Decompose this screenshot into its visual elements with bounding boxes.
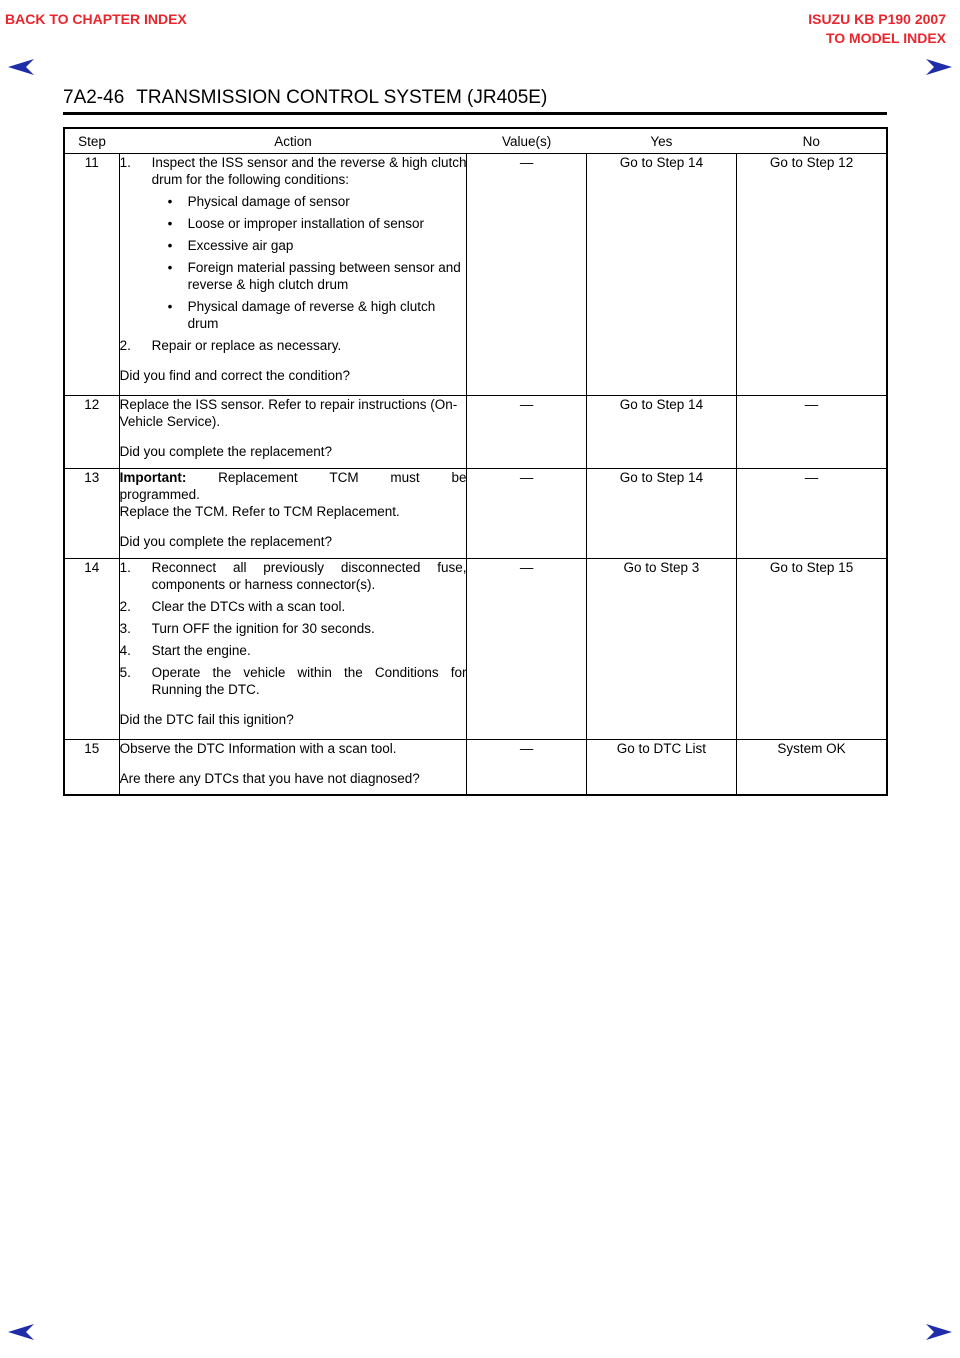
column-header-values: Value(s) <box>467 128 586 154</box>
table-row-step-12 <box>64 396 887 469</box>
page-number: 7A2-46 <box>63 87 125 108</box>
back-to-chapter-index-link[interactable]: BACK TO CHAPTER INDEX <box>5 11 187 27</box>
previous-page-arrow-icon[interactable] <box>8 59 36 75</box>
important-label: Important: <box>119 470 187 485</box>
next-page-arrow-icon[interactable] <box>924 59 952 75</box>
step-number: 15 <box>64 740 119 795</box>
yes-result: Go to Step 14 <box>586 396 736 469</box>
value-cell: — <box>467 469 586 559</box>
action-cell <box>119 559 467 740</box>
yes-result: Go to Step 14 <box>586 154 736 396</box>
action-question: Are there any DTCs that you have not diagnosed? <box>119 771 420 786</box>
next-page-arrow-bottom-icon[interactable] <box>924 1324 952 1340</box>
action-cell <box>119 469 467 559</box>
value-cell: — <box>467 396 586 469</box>
table-row-step-15 <box>64 740 887 795</box>
action-item: 5. Operate the vehicle within the Conditions for Running the DTC. <box>119 665 467 697</box>
condition-bullet: • Foreign material passing between sensor and reverse & high clutch drum <box>167 260 461 292</box>
table-header-row <box>64 128 887 154</box>
action-question: Did you complete the replacement? <box>119 534 332 549</box>
value-cell: — <box>467 740 586 795</box>
action-question: Did you complete the replacement? <box>119 444 332 459</box>
column-header-yes: Yes <box>586 128 736 154</box>
yes-result: Go to Step 3 <box>586 559 736 740</box>
table-row-step-14 <box>64 559 887 740</box>
section-title: TRANSMISSION CONTROL SYSTEM (JR405E) <box>136 87 548 108</box>
value-cell: — <box>467 154 586 396</box>
step-number: 12 <box>64 396 119 469</box>
no-result: — <box>737 469 887 559</box>
action-cell <box>119 154 467 396</box>
step-number: 14 <box>64 559 119 740</box>
action-item: 2. Clear the DTCs with a scan tool. <box>119 599 346 614</box>
no-result: Go to Step 12 <box>737 154 887 396</box>
table-row-step-11 <box>64 154 887 396</box>
step-number: 11 <box>64 154 119 396</box>
step-number: 13 <box>64 469 119 559</box>
action-item: 2. Repair or replace as necessary. <box>119 338 342 353</box>
action-text: Replace the TCM. Refer to TCM Replacement. <box>119 504 400 519</box>
action-item: 4. Start the engine. <box>119 643 251 658</box>
important-note-rest: programmed. <box>119 487 200 502</box>
yes-result: Go to Step 14 <box>586 469 736 559</box>
no-result: — <box>737 396 887 469</box>
page-header <box>63 86 887 115</box>
table-row-step-13 <box>64 469 887 559</box>
column-header-step: Step <box>64 128 119 154</box>
action-item: 1. Inspect the ISS sensor and the reverse & high clutch drum for the following conditions: <box>119 155 467 187</box>
action-text: Observe the DTC Information with a scan tool. <box>119 741 397 756</box>
condition-bullet: • Physical damage of reverse & high clutch drum <box>167 299 436 331</box>
previous-page-arrow-bottom-icon[interactable] <box>8 1324 36 1340</box>
condition-bullet: • Excessive air gap <box>167 238 294 253</box>
yes-result: Go to DTC List <box>586 740 736 795</box>
value-cell: — <box>467 559 586 740</box>
column-header-no: No <box>737 128 887 154</box>
diagnostic-table <box>63 127 888 796</box>
no-result: Go to Step 15 <box>737 559 887 740</box>
action-cell <box>119 396 467 469</box>
condition-bullet: • Loose or improper installation of sensor <box>167 216 425 231</box>
action-cell <box>119 740 467 795</box>
no-result: System OK <box>737 740 887 795</box>
important-note: Important: Replacement TCM must be <box>119 470 467 485</box>
action-question: Did you find and correct the condition? <box>119 368 351 383</box>
action-question: Did the DTC fail this ignition? <box>119 712 294 727</box>
action-item: 1. Reconnect all previously disconnected fuse, components or harness connector(s). <box>119 560 467 592</box>
action-text: Replace the ISS sensor. Refer to repair instructions (On-Vehicle Service). <box>119 397 458 429</box>
model-title-link[interactable]: ISUZU KB P190 2007 <box>808 11 946 27</box>
to-model-index-link[interactable]: TO MODEL INDEX <box>825 30 946 46</box>
action-item: 3. Turn OFF the ignition for 30 seconds. <box>119 621 375 636</box>
condition-bullet: • Physical damage of sensor <box>167 194 350 209</box>
column-header-action: Action <box>119 128 467 154</box>
